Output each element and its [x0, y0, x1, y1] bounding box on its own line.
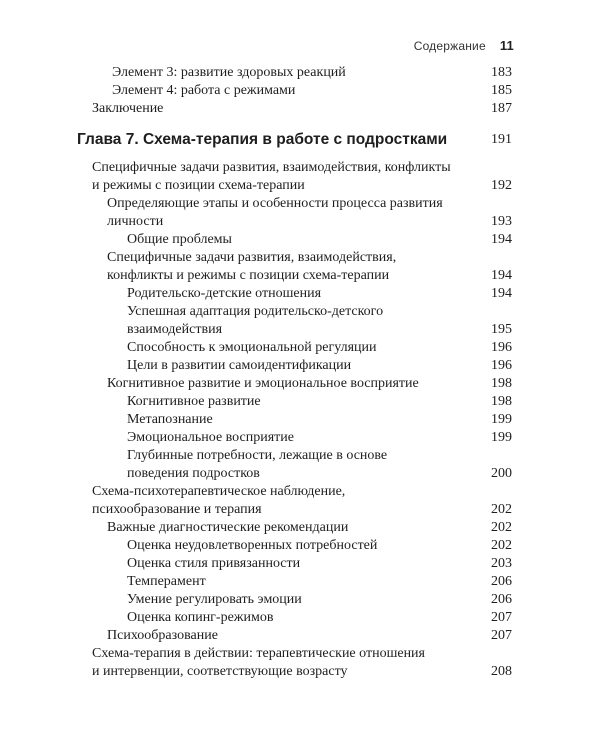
- table-of-contents: [0, 64, 600, 681]
- toc-entry: [0, 447, 600, 483]
- toc-entry-line: Элемент 4: работа с режимами: [112, 83, 296, 98]
- running-head: [414, 38, 514, 53]
- toc-entry-line: Заключение: [92, 101, 164, 116]
- toc-entry: [0, 573, 600, 591]
- toc-entry-page: 206: [491, 592, 512, 607]
- toc-entry-line: Оценка стиля привязанности: [127, 556, 301, 571]
- toc-entry: [0, 591, 600, 609]
- toc-entry-title: [107, 249, 500, 285]
- toc-entry: [0, 285, 600, 303]
- toc-chapter-heading: [0, 130, 600, 150]
- toc-entry: [0, 393, 600, 411]
- toc-entry-line: Психообразование: [107, 628, 218, 643]
- toc-entry-title: [92, 100, 500, 118]
- toc-entry: [0, 375, 600, 393]
- toc-entry-title: [127, 339, 500, 357]
- toc-entry-title: [127, 357, 500, 375]
- toc-entry: [0, 82, 600, 100]
- toc-entry-line: Определяющие этапы и особенности процесса развития: [107, 196, 443, 211]
- toc-entry: [0, 519, 600, 537]
- toc-entry-title: [107, 195, 500, 231]
- toc-entry-title: [127, 303, 500, 339]
- toc-entry-title: [107, 519, 500, 537]
- toc-entry-line: взаимодействия: [127, 322, 223, 337]
- toc-entry-line: Успешная адаптация родительско-детского: [127, 304, 384, 319]
- toc-entry-line: и интервенции, соответствующие возрасту: [92, 664, 348, 679]
- toc-entry-title: [127, 609, 500, 627]
- toc-entry-title: [127, 555, 500, 573]
- toc-entry-line: Когнитивное развитие: [127, 394, 261, 409]
- toc-entry-title: [107, 627, 500, 645]
- toc-entry-line: Родительско-детские отношения: [127, 286, 322, 301]
- toc-entry-title: [92, 645, 500, 681]
- toc-entry-line: Схема-терапия в действии: терапевтические отношения: [92, 646, 425, 661]
- toc-entry-line: Схема-психотерапевтическое наблюдение,: [92, 484, 346, 499]
- toc-entry-title: [127, 393, 500, 411]
- toc-entry-title: [127, 447, 500, 483]
- page-number: 11: [499, 38, 514, 53]
- toc-entry-title: [127, 591, 500, 609]
- toc-entry-line: Эмоциональное восприятие: [127, 430, 294, 445]
- toc-entry-page: 199: [491, 412, 512, 427]
- toc-entry: [0, 411, 600, 429]
- toc-entry-page: 187: [491, 101, 512, 116]
- toc-entry: [0, 537, 600, 555]
- toc-entry-line: Цели в развитии самоидентификации: [127, 358, 352, 373]
- toc-entry-line: Когнитивное развитие и эмоциональное восприятие: [107, 376, 419, 391]
- toc-entry-page: 192: [491, 178, 512, 193]
- toc-entry: [0, 249, 600, 285]
- toc-entry-page: 202: [491, 520, 512, 535]
- toc-entry-line: Специфичные задачи развития, взаимодействия, конфликты: [92, 160, 451, 175]
- toc-entry-page: 196: [491, 358, 512, 373]
- toc-entry-page: 198: [491, 376, 512, 391]
- toc-entry-title: [127, 411, 500, 429]
- toc-entry-line: Метапознание: [127, 412, 213, 427]
- toc-entry-title: [77, 130, 500, 150]
- toc-entry: [0, 357, 600, 375]
- toc-entry-page: 195: [491, 322, 512, 337]
- toc-entry-page: 194: [491, 268, 512, 283]
- toc-entry-line: поведения подростков: [127, 466, 260, 481]
- toc-entry: [0, 609, 600, 627]
- toc-entry-page: 194: [491, 232, 512, 247]
- toc-entry-line: Оценка неудовлетворенных потребностей: [127, 538, 378, 553]
- toc-entry-title: [127, 537, 500, 555]
- toc-entry-page: 203: [491, 556, 512, 571]
- toc-entry-page: 207: [491, 628, 512, 643]
- toc-entry-title: [127, 285, 500, 303]
- toc-entry-title: [127, 429, 500, 447]
- toc-entry-page: 200: [491, 466, 512, 481]
- toc-entry-page: 202: [491, 502, 512, 517]
- toc-entry-title: [112, 64, 500, 82]
- toc-entry: [0, 159, 600, 195]
- toc-entry-page: 199: [491, 430, 512, 445]
- toc-entry-title: [107, 375, 500, 393]
- toc-entry-page: 198: [491, 394, 512, 409]
- toc-entry: [0, 195, 600, 231]
- toc-entry-title: [112, 82, 500, 100]
- toc-entry-line: Глубинные потребности, лежащие в основе: [127, 448, 388, 463]
- toc-entry-line: Важные диагностические рекомендации: [107, 520, 349, 535]
- toc-entry-page: 208: [491, 664, 512, 679]
- toc-entry-line: Общие проблемы: [127, 232, 232, 247]
- toc-entry-page: 194: [491, 286, 512, 301]
- toc-entry-title: [92, 483, 500, 519]
- toc-entry-line: Темперамент: [127, 574, 206, 589]
- toc-entry-title: [127, 573, 500, 591]
- section-title: Содержание: [413, 39, 486, 53]
- toc-entry: [0, 231, 600, 249]
- toc-entry-line: Оценка копинг-режимов: [127, 610, 274, 625]
- toc-entry-title: [92, 159, 500, 195]
- toc-entry: [0, 627, 600, 645]
- toc-entry: [0, 339, 600, 357]
- toc-entry-line: Умение регулировать эмоции: [127, 592, 302, 607]
- toc-entry-page: 183: [491, 65, 512, 80]
- toc-entry-line: Способность к эмоциональной регуляции: [127, 340, 377, 355]
- toc-entry: [0, 64, 600, 82]
- toc-entry-page: 193: [491, 214, 512, 229]
- toc-entry-line: Специфичные задачи развития, взаимодействия,: [107, 250, 397, 265]
- toc-entry-page: 202: [491, 538, 512, 553]
- toc-entry: [0, 429, 600, 447]
- toc-entry-title: [127, 231, 500, 249]
- toc-entry: [0, 555, 600, 573]
- toc-entry-page: 196: [491, 340, 512, 355]
- toc-entry: [0, 303, 600, 339]
- toc-entry-line: психообразование и терапия: [92, 502, 262, 517]
- toc-entry: [0, 483, 600, 519]
- toc-entry-page: 206: [491, 574, 512, 589]
- toc-entry-line: Элемент 3: развитие здоровых реакций: [112, 65, 346, 80]
- toc-entry-page: 207: [491, 610, 512, 625]
- toc-entry: [0, 645, 600, 681]
- toc-entry-line: и режимы с позиции схема-терапии: [92, 178, 305, 193]
- toc-entry-line: личности: [107, 214, 164, 229]
- toc-entry-page: 191: [491, 132, 512, 147]
- toc-entry-line: конфликты и режимы с позиции схема-терапии: [107, 268, 390, 283]
- toc-entry: [0, 100, 600, 118]
- toc-entry-line: Глава 7. Схема-терапия в работе с подростками: [77, 131, 448, 148]
- toc-entry-page: 185: [491, 83, 512, 98]
